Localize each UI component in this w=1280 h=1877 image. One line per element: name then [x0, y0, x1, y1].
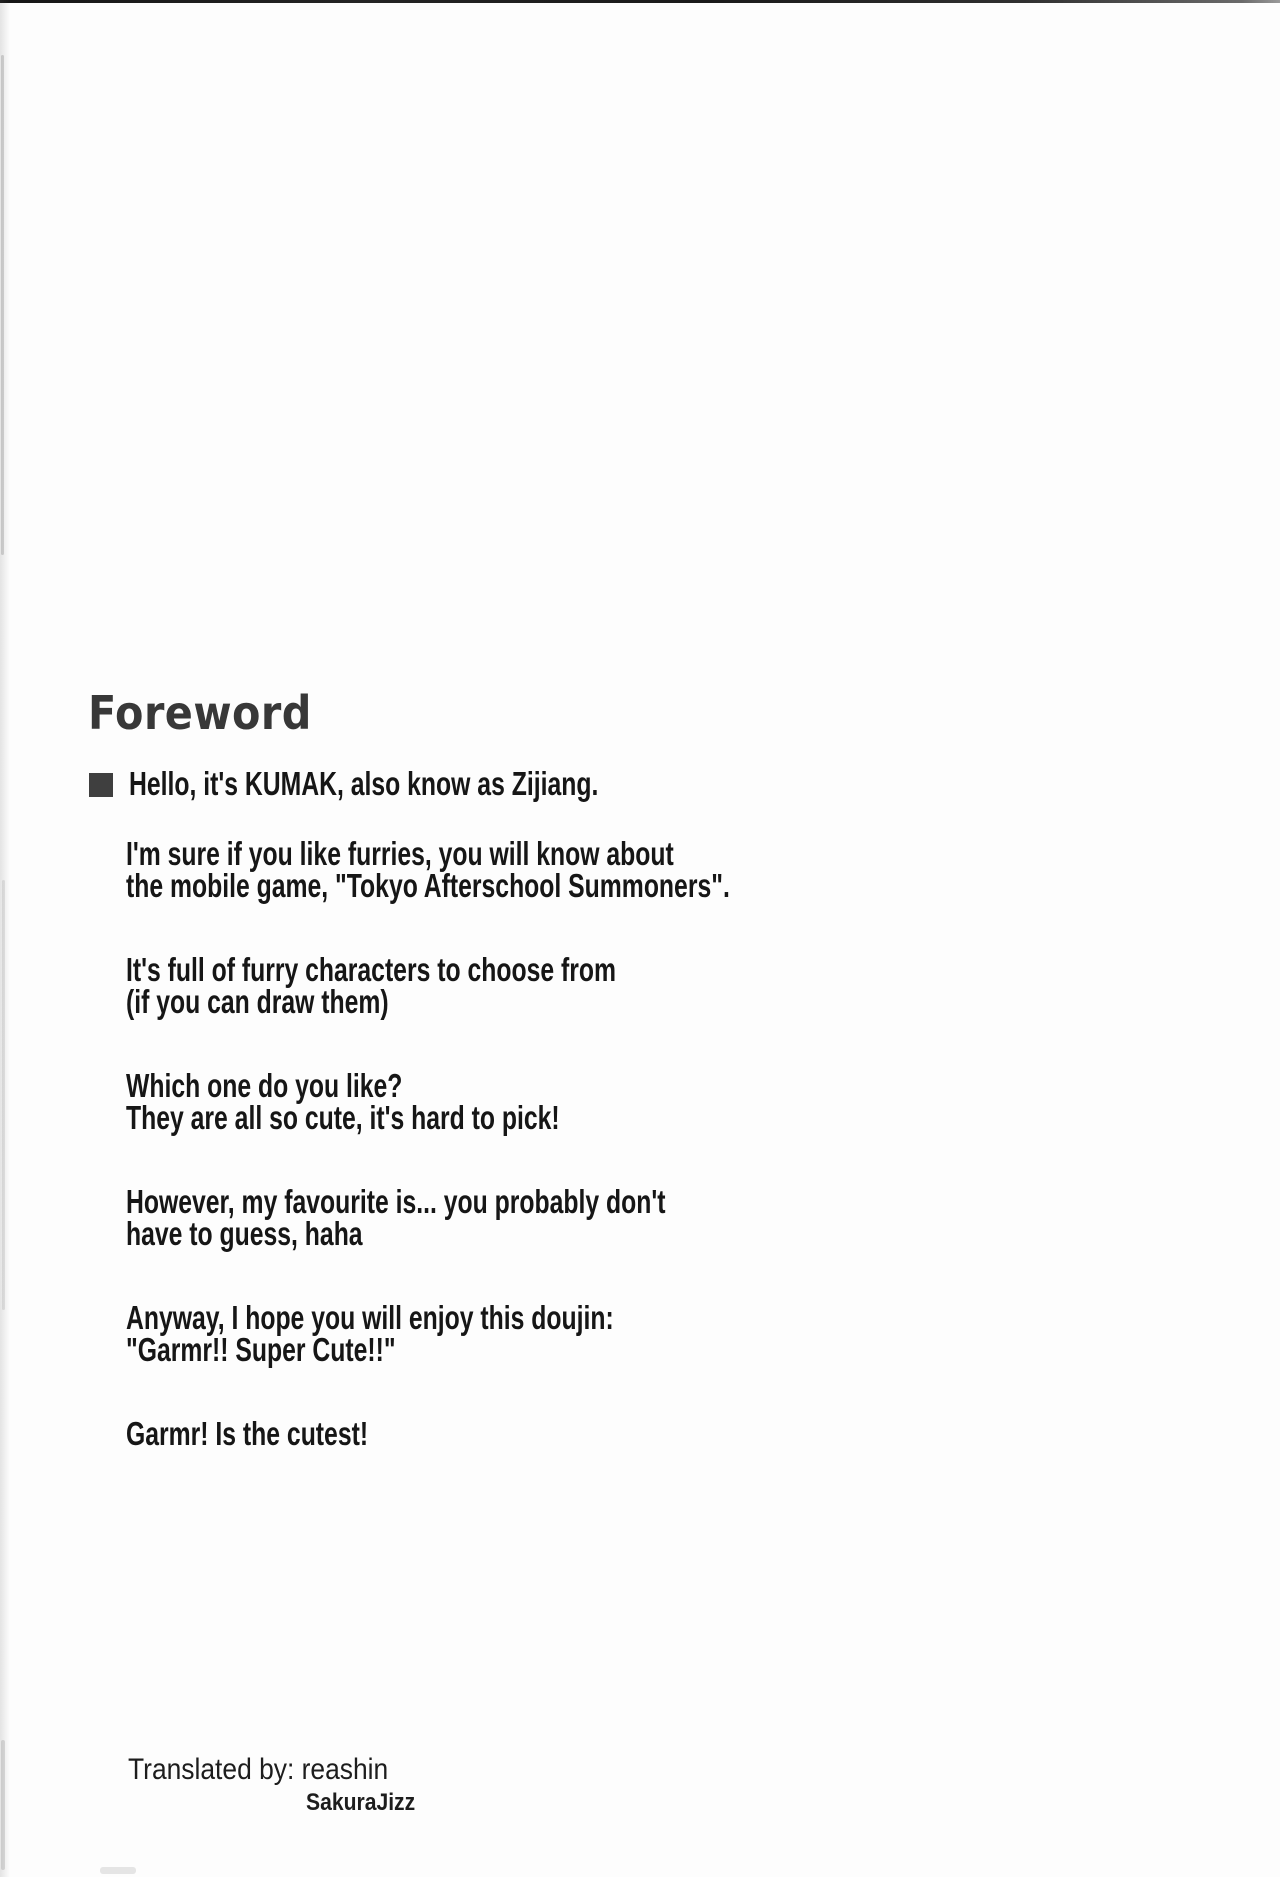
paragraph: However, my favourite is... you probably don't have to guess, haha — [126, 1183, 666, 1252]
scan-streak — [2, 880, 5, 1310]
foreword-paragraphs — [126, 835, 741, 1502]
scan-streak — [1, 55, 4, 555]
intro-line: Hello, it's KUMAK, also know as Zijiang. — [129, 765, 599, 802]
group-credit: SakuraJizz — [306, 1789, 416, 1816]
paragraph: Anyway, I hope you will enjoy this doujin: "Garmr!! Super Cute!!" — [126, 1299, 614, 1368]
translator-credit: Translated by: reashin — [128, 1753, 389, 1786]
paragraph: Which one do you like? They are all so cute, it's hard to pick! — [126, 1067, 560, 1136]
paragraph: Garmr! Is the cutest! — [126, 1415, 369, 1452]
page-title: Foreword — [88, 686, 312, 740]
scan-streak — [1, 1740, 5, 1870]
scan-edge-top — [0, 0, 1280, 3]
paragraph: It's full of furry characters to choose from (if you can draw them) — [126, 951, 616, 1020]
scan-smudge — [100, 1867, 136, 1874]
paragraph: I'm sure if you like furries, you will know about the mobile game, "Tokyo Afterschool Summoners". — [126, 835, 730, 904]
bullet-square-icon — [89, 773, 113, 797]
